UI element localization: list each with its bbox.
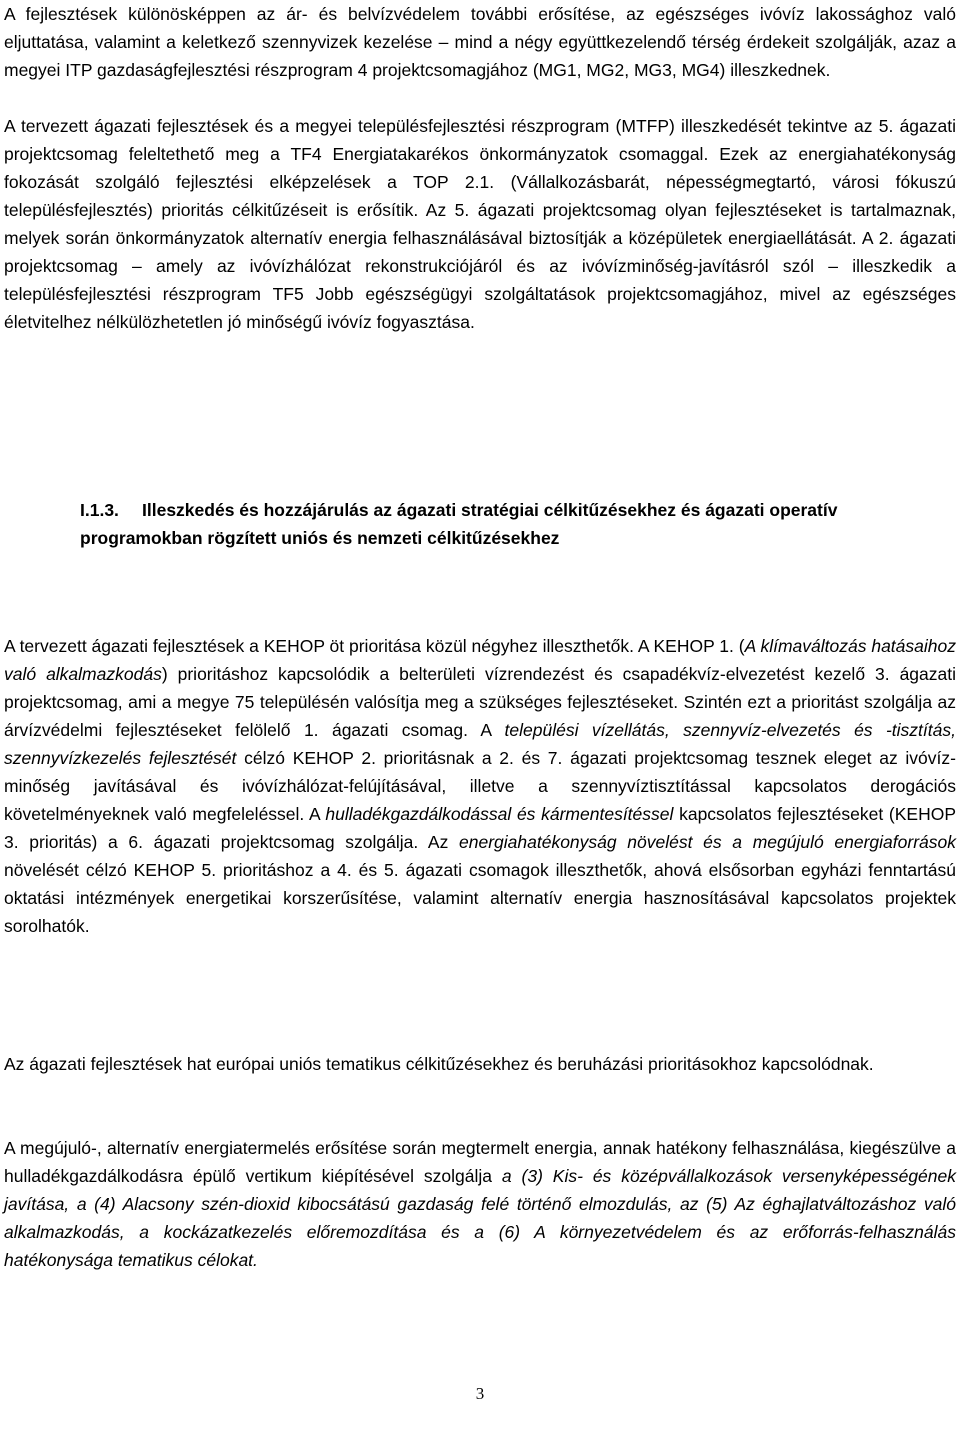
- paragraph-thematic-objectives: Az ágazati fejlesztések hat európai uniós tematikus célkitűzésekhez és beruházási prioritásokhoz kapcsolódnak.: [4, 1054, 874, 1074]
- italic-run: a (3) Kis- és középvállalkozások versenyképességének javítása, a (4) Alacsony szén-dioxid kibocsátású gazdaság felé történő elmozdulás, az (5) Az éghajlatváltozáshoz való alkalmazkodás, a kockázatkezelés előremozdítása és a (6) A környezetvédelem és az erőforrás-felhasználás hatékonysága tematikus célokat.: [4, 1166, 956, 1270]
- section-title: Illeszkedés és hozzájárulás az ágazati stratégiai célkitűzésekhez és ágazati operatív programokban rögzített uniós és nemzeti célkitűzésekhez: [80, 500, 838, 548]
- text-run: növelését célzó KEHOP 5. prioritáshoz a 4. és 5. ágazati csomagok illeszthetők, ahová elsősorban egyházi fenntartású oktatási intézmények energetikai korszerűsítése, valamint alternatív energia hasznosításával kapcsolatos projektek sorolhatók.: [4, 860, 956, 936]
- text-run: ) prioritáshoz kapcsolódik a belterületi vízrendezést és csapadékvíz-elvezetést kezelő 3. ágazati projektcsomag, ami a megye 75 településén valósítja meg a szükséges fejlesztéseket. Szintén ezt a prioritást szolgálja az árvízvédelmi fejlesztéseket felölelő 1. ágazati csomag. A: [4, 664, 956, 740]
- text-run: kapcsolatos fejlesztéseket (KEHOP 3. prioritás) a 6. ágazati projektcsomag szolgálja. Az: [4, 804, 956, 852]
- paragraph-flood-protection: A fejlesztések különösképpen az ár- és belvízvédelem további erősítése, az egészséges ivóvíz lakossághoz való eljuttatása, valamint a keletkező szennyvizek kezelése – mind a négy együttkezelendő térség érdekeit szolgálják, azaz a megyei ITP gazdaságfejlesztési részprogram 4 projektcsomagjához (MG1, MG2, MG3, MG4) illeszkednek.: [4, 4, 956, 80]
- italic-run: hulladékgazdálkodással és kármentesítéssel: [325, 804, 674, 824]
- italic-run: A klímaváltozás hatásaihoz való alkalmazkodás: [4, 636, 956, 684]
- paragraph-settlement-development: A tervezett ágazati fejlesztések és a megyei településfejlesztési részprogram (MTFP) illeszkedését tekintve az 5. ágazati projektcsomag feleltethető meg a TF4 Energiatakarékos önkormányzatok csomaggal. Ezek az energiahatékonyság fokozását szolgáló fejlesztési elképzelések a TOP 2.1. (Vállalkozásbarát, népességmegtartó, városi fókuszú településfejlesztés) prioritás célkitűzéseit is erősítik. Az 5. ágazati projektcsomag olyan fejlesztéseket is tartalmaznak, melyek során önkormányzatok alternatív energia felhasználásával biztosítják a középületek energiaellátását. A 2. ágazati projektcsomag – amely az ivóvízhálózat rekonstrukciójáról és az ivóvízminőség-javításról szól – illeszkedik a településfejlesztési részprogram TF5 Jobb egészségügyi szolgáltatások projektcsomagjához, mivel az egészséges életvitelhez nélkülözhetetlen jó minőségű ivóvíz fogyasztása.: [4, 116, 956, 332]
- section-heading: [80, 496, 956, 552]
- text-run: célzó KEHOP 2. prioritásnak a 2. és 7. ágazati projektcsomag tesznek eleget az ivóvíz-minőség javításával és ivóvízhálózat-felújításával, illetve a szennyvíztisztítással kapcsolatos derogációs követelményeknek való megfeleléssel. A: [4, 748, 956, 824]
- document-page: [4, 0, 956, 1430]
- text-run: A megújuló-, alternatív energiatermelés erősítése során megtermelt energia, annak hatékony felhasználása, kiegészülve a hulladékgazdálkodásra épülő vertikum kiépítésével szolgálja: [4, 1138, 956, 1186]
- paragraph-renewable-energy: [4, 1134, 956, 1274]
- paragraph-kehop: [4, 632, 956, 940]
- italic-run: települési vízellátás, szennyvíz-elvezetés és -tisztítás, szennyvízkezelés fejlesztését: [4, 720, 956, 768]
- section-number: I.1.3.: [80, 500, 119, 520]
- italic-run: energiahatékonyság növelést és a megújuló energiaforrások: [459, 832, 956, 852]
- text-run: A tervezett ágazati fejlesztések a KEHOP öt prioritása közül négyhez illeszthetők. A KEHOP 1. (: [4, 636, 745, 656]
- page-number: 3: [475, 1384, 485, 1403]
